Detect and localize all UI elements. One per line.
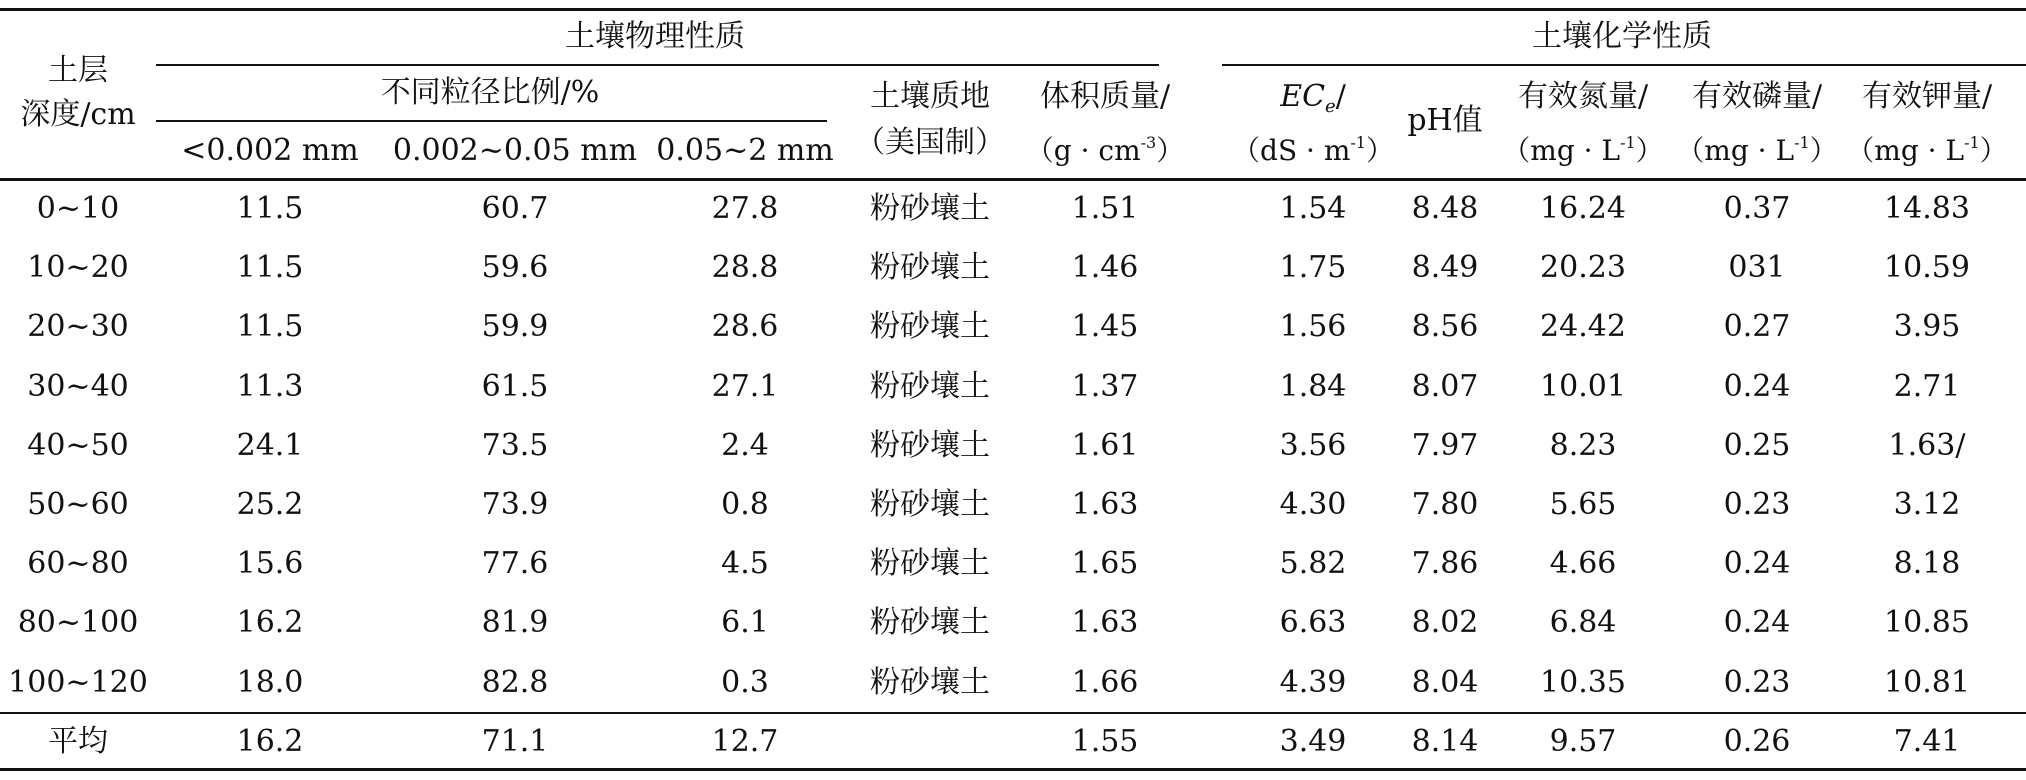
table-top-rule	[0, 8, 2026, 11]
cell-ph: 8.02	[1411, 605, 1479, 641]
available-p-header-line1: 有效磷量/	[1691, 79, 1823, 114]
cell-sand: 4.5	[721, 546, 769, 582]
table-row	[0, 239, 2026, 297]
cell-sand: 0.3	[721, 664, 769, 700]
cell-k: 3.95	[1893, 309, 1961, 345]
ec-header-line2	[1232, 126, 1394, 168]
depth-header-line1: 土层	[48, 53, 108, 88]
cell-bulk: 1.51	[1071, 191, 1139, 226]
cell-n: 10.01	[1540, 368, 1626, 404]
cell-ec: 1.56	[1279, 309, 1347, 345]
ec-unit-suffix: ）	[1365, 134, 1394, 167]
particle-col-silt: 0.002~0.05 mm	[392, 133, 638, 168]
table-row	[0, 535, 2026, 593]
cell-p: 0.24	[1723, 546, 1791, 582]
cell-sand: 6.1	[721, 605, 769, 641]
table-row	[0, 417, 2026, 475]
cell-n: 10.35	[1540, 664, 1626, 700]
cell-ph: 7.86	[1411, 546, 1479, 582]
average-depth-cell: 平均	[48, 724, 108, 759]
cell-texture: 粉砂壤土	[870, 368, 990, 404]
table-row	[0, 298, 2026, 356]
cell-p: 031	[1728, 250, 1786, 286]
cell-p: 0.24	[1723, 605, 1791, 641]
ec-subscript: e	[1325, 96, 1336, 117]
cell-silt: 77.6	[481, 546, 549, 582]
average-sand-cell: 12.7	[711, 724, 779, 759]
average-row	[0, 713, 2026, 771]
cell-fine: 18.0	[236, 664, 304, 700]
cell-k: 3.12	[1893, 487, 1961, 522]
cell-p: 0.23	[1723, 487, 1791, 522]
cell-texture: 粉砂壤土	[870, 605, 990, 641]
cell-silt: 81.9	[481, 605, 549, 641]
ec-unit-sup: -1	[1350, 133, 1366, 152]
k-unit-prefix: （mg · L	[1846, 134, 1965, 167]
cell-k: 2.71	[1893, 368, 1961, 404]
cell-ec: 5.82	[1279, 546, 1347, 582]
cell-depth: 80~100	[17, 605, 139, 641]
cell-p: 0.37	[1723, 191, 1791, 226]
cell-n: 20.23	[1540, 250, 1626, 286]
cell-texture: 粉砂壤土	[870, 191, 990, 226]
cell-sand: 27.8	[711, 191, 779, 226]
cell-texture: 粉砂壤土	[870, 664, 990, 700]
cell-bulk: 1.63	[1071, 605, 1139, 641]
cell-depth: 20~30	[27, 309, 129, 345]
cell-sand: 28.8	[711, 250, 779, 286]
texture-header-line2: （美国制）	[855, 125, 1005, 160]
cell-p: 0.23	[1723, 664, 1791, 700]
cell-ec: 3.56	[1279, 427, 1347, 463]
cell-ph: 8.07	[1411, 368, 1479, 404]
cell-ec: 1.75	[1279, 250, 1347, 286]
average-n-cell: 9.57	[1549, 724, 1617, 759]
cell-n: 8.23	[1549, 427, 1617, 463]
cell-depth: 50~60	[27, 487, 129, 522]
available-n-header-line2	[1502, 126, 1663, 168]
cell-ec: 4.30	[1279, 487, 1347, 522]
cell-ph: 8.48	[1411, 191, 1479, 226]
cell-depth: 40~50	[27, 427, 129, 463]
bulk-unit-sup: -3	[1140, 133, 1157, 152]
cell-p: 0.27	[1723, 309, 1791, 345]
cell-k: 10.85	[1884, 605, 1970, 641]
cell-depth: 30~40	[27, 368, 129, 404]
cell-n: 6.84	[1549, 605, 1617, 641]
cell-texture: 粉砂壤土	[870, 309, 990, 345]
bulk-density-header-line1: 体积质量/	[1039, 79, 1171, 114]
cell-bulk: 1.65	[1071, 546, 1139, 582]
cell-depth: 10~20	[27, 250, 129, 286]
cell-depth: 100~120	[8, 664, 148, 700]
cell-texture: 粉砂壤土	[870, 487, 990, 522]
cell-fine: 16.2	[236, 605, 304, 641]
average-ec-cell: 3.49	[1279, 724, 1347, 759]
cell-fine: 24.1	[236, 427, 304, 463]
cell-n: 24.42	[1540, 309, 1626, 345]
average-silt-cell: 71.1	[481, 724, 549, 759]
cell-k: 14.83	[1884, 191, 1970, 226]
chemical-properties-header: 土壤化学性质	[1532, 19, 1712, 54]
cell-texture: 粉砂壤土	[870, 250, 990, 286]
cell-ph: 7.80	[1411, 487, 1479, 522]
cell-bulk: 1.37	[1071, 368, 1139, 404]
particle-group-rule	[156, 120, 827, 122]
chemical-group-rule	[1222, 64, 2026, 66]
cell-fine: 11.5	[236, 309, 304, 345]
physical-properties-header: 土壤物理性质	[565, 19, 745, 54]
cell-depth: 0~10	[36, 191, 120, 226]
available-k-header-line2	[1846, 126, 2007, 168]
cell-silt: 73.5	[481, 427, 549, 463]
cell-ph: 8.56	[1411, 309, 1479, 345]
particle-size-header: 不同粒径比例/%	[380, 75, 600, 110]
ph-header: pH值	[1407, 103, 1483, 138]
k-unit-sup: -1	[1964, 133, 1980, 152]
cell-sand: 28.6	[711, 309, 779, 345]
k-unit-suffix: ）	[1979, 134, 2008, 167]
average-fine-cell: 16.2	[236, 724, 304, 759]
cell-ph: 7.97	[1411, 427, 1479, 463]
cell-sand: 27.1	[711, 368, 779, 404]
cell-silt: 60.7	[481, 191, 549, 226]
cell-sand: 2.4	[721, 427, 769, 463]
bulk-unit-suffix: ）	[1156, 134, 1185, 167]
bulk-unit-prefix: （g · cm	[1025, 134, 1141, 167]
average-bulk-cell: 1.55	[1071, 724, 1139, 759]
cell-bulk: 1.61	[1071, 427, 1139, 463]
table-row	[0, 476, 2026, 534]
cell-p: 0.25	[1723, 427, 1791, 463]
ec-symbol: EC	[1280, 79, 1326, 114]
cell-bulk: 1.45	[1071, 309, 1139, 345]
n-unit-suffix: ）	[1635, 134, 1664, 167]
cell-ec: 6.63	[1279, 605, 1347, 641]
cell-k: 10.81	[1884, 664, 1970, 700]
cell-fine: 11.5	[236, 250, 304, 286]
bulk-density-header-line2	[1026, 126, 1184, 168]
cell-bulk: 1.66	[1071, 664, 1139, 700]
cell-silt: 82.8	[481, 664, 549, 700]
average-ph-cell: 8.14	[1411, 724, 1479, 759]
table-row	[0, 358, 2026, 416]
cell-n: 4.66	[1549, 546, 1617, 582]
cell-sand: 0.8	[721, 487, 769, 522]
cell-n: 5.65	[1549, 487, 1617, 522]
ec-unit-prefix: （dS · m	[1232, 134, 1351, 167]
p-unit-sup: -1	[1794, 133, 1810, 152]
cell-texture: 粉砂壤土	[870, 546, 990, 582]
table-row	[0, 654, 2026, 712]
cell-ec: 4.39	[1279, 664, 1347, 700]
p-unit-suffix: ）	[1809, 134, 1838, 167]
depth-header-line2: 深度/cm	[20, 97, 136, 132]
cell-ph: 8.04	[1411, 664, 1479, 700]
available-p-header-line2	[1676, 126, 1837, 168]
table-row	[0, 180, 2026, 238]
physical-group-rule	[156, 64, 1159, 66]
p-unit-prefix: （mg · L	[1676, 134, 1795, 167]
ec-slash: /	[1335, 79, 1346, 114]
available-k-header-line1: 有效钾量/	[1861, 79, 1993, 114]
cell-n: 16.24	[1540, 191, 1626, 226]
cell-silt: 59.6	[481, 250, 549, 286]
cell-ec: 1.54	[1279, 191, 1347, 226]
cell-fine: 25.2	[236, 487, 304, 522]
cell-silt: 73.9	[481, 487, 549, 522]
cell-bulk: 1.63	[1071, 487, 1139, 522]
ec-header-line1	[1280, 80, 1346, 124]
cell-silt: 61.5	[481, 368, 549, 404]
texture-header-line1: 土壤质地	[870, 79, 990, 114]
n-unit-prefix: （mg · L	[1502, 134, 1621, 167]
cell-fine: 11.5	[236, 191, 304, 226]
particle-col-sand: 0.05~2 mm	[656, 133, 834, 168]
average-k-cell: 7.41	[1893, 724, 1961, 759]
table-row	[0, 594, 2026, 652]
average-p-cell: 0.26	[1723, 724, 1791, 759]
cell-k: 10.59	[1884, 250, 1970, 286]
available-n-header-line1: 有效氮量/	[1517, 79, 1649, 114]
cell-texture: 粉砂壤土	[870, 427, 990, 463]
cell-fine: 15.6	[236, 546, 304, 582]
cell-depth: 60~80	[27, 546, 129, 582]
cell-p: 0.24	[1723, 368, 1791, 404]
cell-fine: 11.3	[236, 368, 304, 404]
cell-silt: 59.9	[481, 309, 549, 345]
cell-ph: 8.49	[1411, 250, 1479, 286]
cell-bulk: 1.46	[1071, 250, 1139, 286]
cell-k: 1.63/	[1888, 427, 1966, 463]
n-unit-sup: -1	[1620, 133, 1636, 152]
cell-ec: 1.84	[1279, 368, 1347, 404]
cell-k: 8.18	[1893, 546, 1961, 582]
particle-col-fine: <0.002 mm	[181, 133, 359, 168]
